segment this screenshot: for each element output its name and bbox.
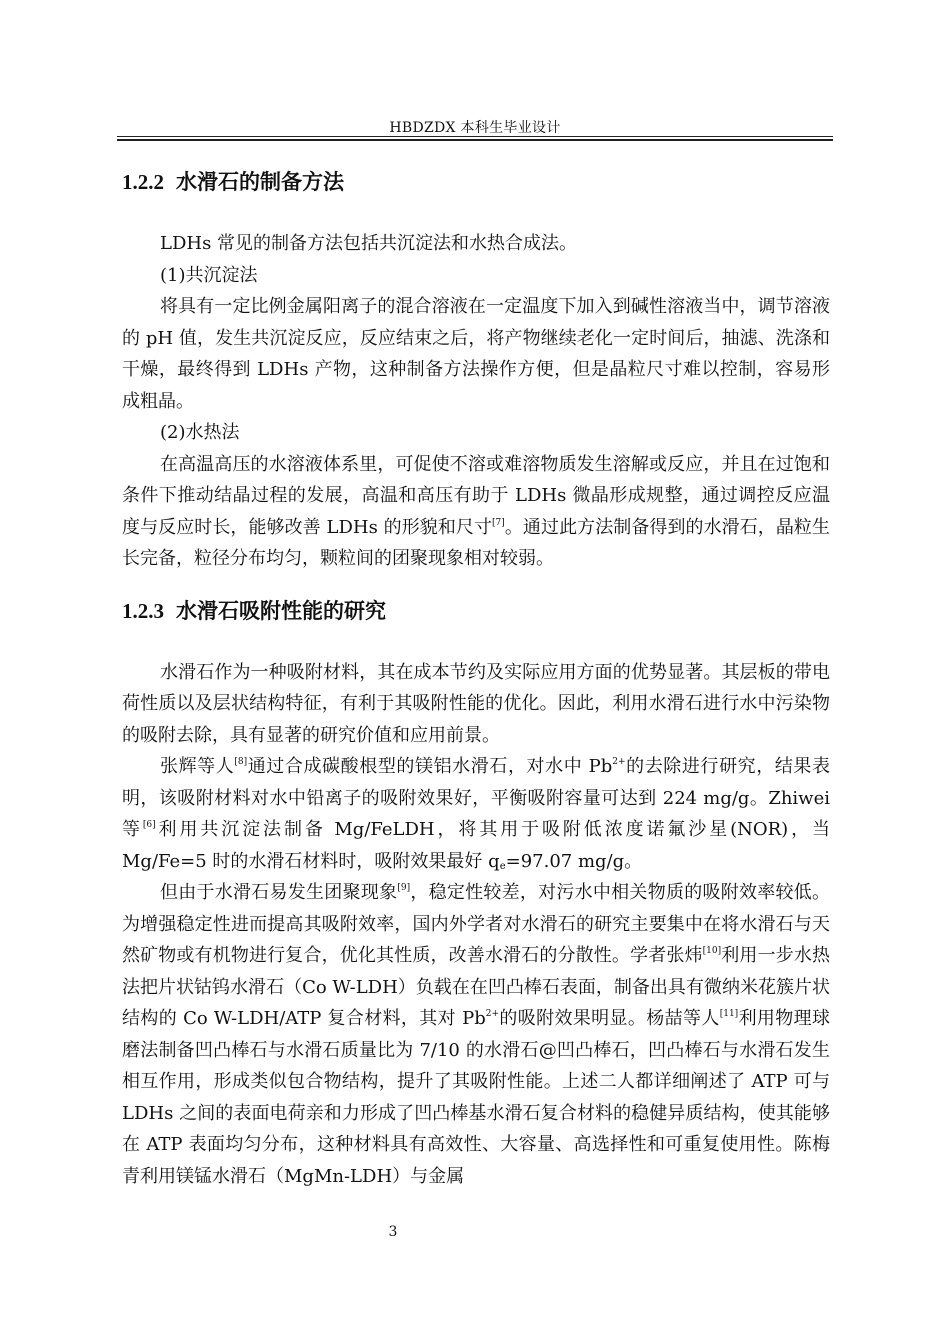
text-run: 。通过此方法制备得到的水滑石，晶粒生长完备，粒径分布均匀，颗粒间的团聚现象相对较弱。 (122, 516, 831, 569)
paragraph: 水滑石作为一种吸附材料，其在成本节约及实际应用方面的优势显著。其层板的带电荷性质以及层状结构特征，有利于其吸附性能的优化。因此，利用水滑石进行水中污染物的吸附去除，具有显著的研究价值和应用前景。 (122, 661, 830, 746)
text-run: 的吸附效果明显。杨喆等人 (499, 1008, 720, 1029)
text-run: 利用共沉淀法制备 Mg/FeLDH，将其用于吸附低浓度诺氟沙星(NOR)，当 Mg/Fe=5 时的水滑石材料时，吸附效果最好 q (122, 819, 830, 872)
paragraph-subheading: (2)水热法 (160, 422, 240, 443)
paragraph-subheading: (1)共沉淀法 (160, 264, 258, 286)
text-run: =97.07 mg/g。 (505, 850, 643, 872)
text-run: 张辉等人 (160, 756, 235, 777)
citation-ref: [8] (234, 757, 248, 767)
citation-ref: [6] (142, 820, 156, 830)
page-number: 3 (388, 1224, 398, 1240)
citation-ref: [9] (397, 883, 411, 893)
ion-charge: 2+ (485, 1009, 500, 1019)
ion-charge: 2+ (612, 757, 626, 767)
citation-ref: [7] (492, 517, 505, 528)
section-title: 水滑石吸附性能的研究 (176, 598, 386, 623)
paragraph: LDHs 常见的制备方法包括共沉淀法和水热合成法。 (160, 233, 578, 254)
text-run: 但由于水滑石易发生团聚现象 (160, 882, 398, 903)
paragraph (122, 751, 830, 877)
text-run: 的去除进行研究，结果表明，该吸附材料对水中铅离子的吸附效果好，平衡吸附容量可达到 224 mg/g。Zhiwei 等 (122, 756, 831, 840)
text-run: 利用物理球磨法制备凹凸棒石与水滑石质量比为 7/10 的水滑石@凹凸棒石，凹凸棒石与水滑石发生相互作用，形成类似包合物结构，提升了其吸附性能。上述二人都详细阐述了 ATP 可与 LDHs 之间的表面电荷亲和力形成了凹凸棒基水滑石复合材料的稳健异质结构，使其能够在 ATP 表面均匀分布，这种材料具有高效性、大容量、高选择性和可重复使用性。陈梅青利用镁锰水滑石（MgMn-LDH）与金属 (122, 1008, 831, 1187)
section-number: 1.2.2 (122, 170, 164, 194)
section-heading-1-2-2 (122, 160, 830, 204)
text-run: 在高温高压的水溶液体系里，可促使不溶或难溶物质发生溶解或反应，并且在过饱和条件下推动结晶过程的发展，高温和高压有助于 LDHs 微晶形成规整，通过调控反应温度与反应时长，能够改善 LDHs 的形貌和尺寸 (122, 453, 830, 538)
header-rule-thin (117, 136, 833, 137)
section-number: 1.2.3 (122, 598, 164, 623)
paragraph (122, 449, 830, 575)
text-run: 利用一步水热法把片状钴钨水滑石（Co W-LDH）负载在在凹凸棒石表面，制备出具有微纳米花簇片状结构的 Co W-LDH/ATP 复合材料，其对 Pb (122, 945, 831, 1029)
paragraph: 将具有一定比例金属阳离子的混合溶液在一定温度下加入到碱性溶液当中，调节溶液的 pH 值，发生共沉淀反应，反应结束之后，将产物继续老化一定时间后，抽滤、洗涤和干燥，最终得到 LDHs 产物，这种制备方法操作方便，但是晶粒尺寸难以控制，容易形成粗晶。 (122, 296, 830, 412)
section-heading-1-2-3 (122, 589, 830, 633)
text-run: 通过合成碳酸根型的镁铝水滑石，对水中 Pb (247, 756, 613, 777)
running-header: HBDZDX 本科生毕业设计 (389, 120, 561, 136)
citation-ref: [10] (702, 946, 722, 956)
section-title: 水滑石的制备方法 (176, 170, 344, 194)
body-text (122, 160, 830, 1192)
citation-ref: [11] (719, 1009, 739, 1019)
subscript: e (499, 860, 506, 872)
text-run: ，稳定性较差，对污水中相关物质的吸附效率较低。为增强稳定性进而提高其吸附效率，国内外学者对水滑石的研究主要集中在将水滑石与天然矿物或有机物进行复合，优化其性质，改善水滑石的分散性。学者张炜 (122, 882, 831, 966)
paragraph (122, 877, 830, 1192)
header-rule-thick (117, 139, 833, 141)
